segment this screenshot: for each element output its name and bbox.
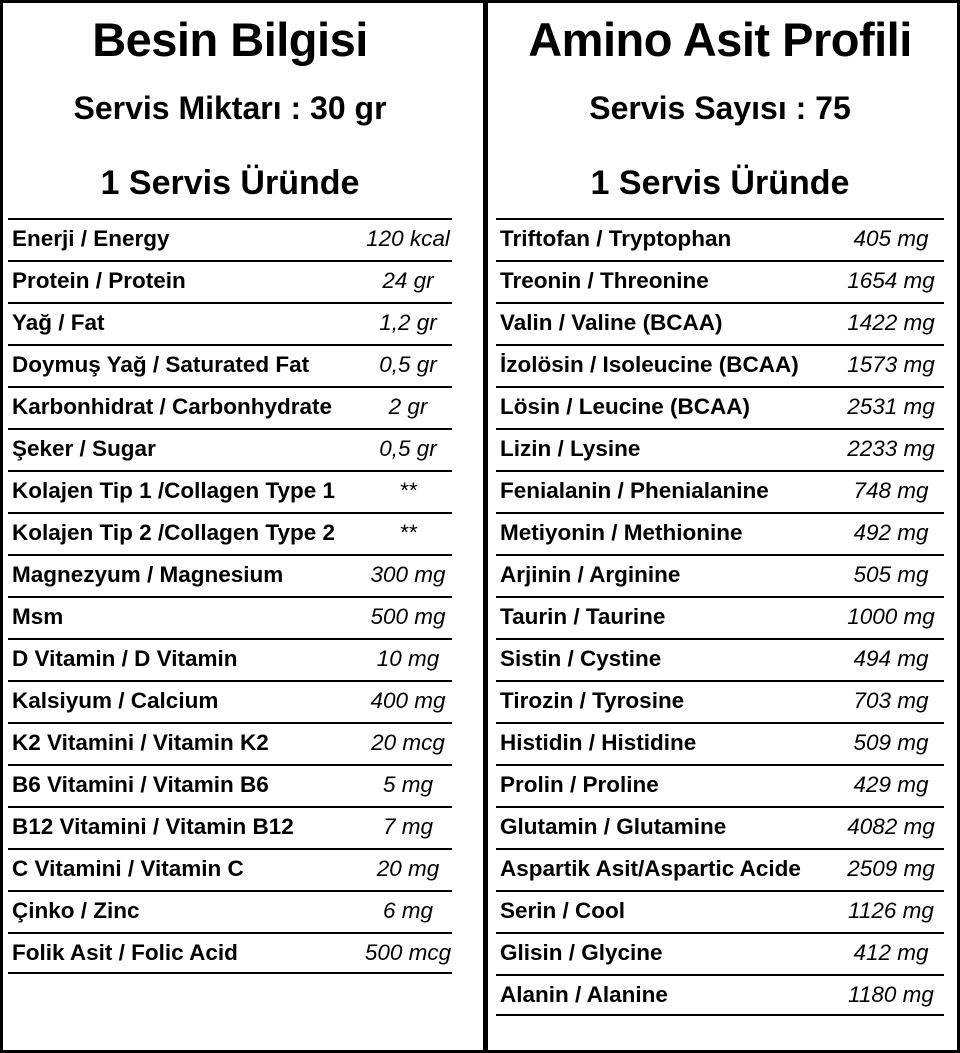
row-label: Fenialanin / Phenialanine: [500, 478, 769, 503]
row-value: 10 mg: [376, 646, 440, 671]
row-label: Magnezyum / Magnesium: [12, 562, 284, 587]
table-row: [496, 386, 944, 428]
row-label: Enerji / Energy: [12, 226, 170, 251]
row-value: 1126 mg: [848, 898, 934, 923]
table-row: [496, 890, 944, 932]
row-value: 6 mg: [382, 898, 434, 923]
row-value: 24 gr: [382, 268, 434, 293]
row-value: 2 gr: [388, 394, 428, 419]
table-row: [8, 890, 452, 932]
row-label: Sistin / Cystine: [500, 646, 662, 671]
table-row: [496, 554, 944, 596]
table-row: [8, 344, 452, 386]
row-value: 2531 mg: [847, 394, 935, 419]
row-value: 494 mg: [853, 646, 929, 671]
row-label: Lösin / Leucine (BCAA): [500, 394, 751, 419]
row-value: 748 mg: [853, 478, 929, 503]
nutrition-table: [8, 218, 452, 974]
table-row: [496, 764, 944, 806]
row-label: Lizin / Lysine: [500, 436, 641, 461]
table-row: [496, 680, 944, 722]
table-row: [496, 974, 944, 1016]
row-label: Kalsiyum / Calcium: [12, 688, 219, 713]
row-label: Doymuş Yağ / Saturated Fat: [12, 352, 310, 377]
row-label: Folik Asit / Folic Acid: [12, 940, 238, 965]
row-label: Taurin / Taurine: [500, 604, 666, 629]
row-label: Histidin / Histidine: [500, 730, 697, 755]
table-row: [8, 764, 452, 806]
row-label: Triftofan / Tryptophan: [500, 226, 732, 251]
table-row: [8, 806, 452, 848]
serving-size: Servis Miktarı : 30 gr: [73, 90, 387, 126]
row-value: 509 mg: [853, 730, 929, 755]
table-row: [8, 932, 452, 974]
row-label: Tirozin / Tyrosine: [500, 688, 685, 713]
row-label: B6 Vitamini / Vitamin B6: [12, 772, 269, 797]
table-row: [496, 428, 944, 470]
row-value: 500 mg: [370, 604, 446, 629]
row-value: **: [399, 520, 417, 545]
table-row: [496, 806, 944, 848]
table-row: [496, 932, 944, 974]
row-value: 300 mg: [370, 562, 446, 587]
table-row: [8, 554, 452, 596]
row-value: 400 mg: [370, 688, 446, 713]
table-row: [496, 848, 944, 890]
row-value: 120 kcal: [366, 226, 450, 251]
row-label: İzolösin / Isoleucine (BCAA): [500, 352, 799, 377]
row-label: Prolin / Proline: [500, 772, 659, 797]
table-row: [8, 638, 452, 680]
per-serving-heading: 1 Servis Üründe: [590, 164, 850, 202]
row-label: K2 Vitamini / Vitamin K2: [12, 730, 269, 755]
table-row: [496, 638, 944, 680]
row-value: 500 mcg: [364, 940, 452, 965]
row-value: 20 mg: [376, 856, 440, 881]
table-row: [8, 386, 452, 428]
row-label: Protein / Protein: [12, 268, 186, 293]
row-value: 492 mg: [853, 520, 929, 545]
table-row: [8, 722, 452, 764]
row-label: Şeker / Sugar: [12, 436, 156, 461]
table-row: [496, 470, 944, 512]
table-row: [8, 428, 452, 470]
table-row: [496, 722, 944, 764]
row-value: 2509 mg: [847, 856, 935, 881]
table-row: [496, 218, 944, 260]
row-value: **: [399, 478, 417, 503]
table-row: [496, 596, 944, 638]
row-label: D Vitamin / D Vitamin: [12, 646, 238, 671]
table-row: [8, 848, 452, 890]
row-label: Kolajen Tip 1 /Collagen Type 1: [12, 478, 335, 503]
row-label: Arjinin / Arginine: [500, 562, 681, 587]
table-row: [8, 260, 452, 302]
row-value: 0,5 gr: [379, 352, 437, 377]
row-value: 2233 mg: [847, 436, 935, 461]
row-label: Metiyonin / Methionine: [500, 520, 743, 545]
row-label: Glutamin / Glutamine: [500, 814, 727, 839]
row-value: 5 mg: [382, 772, 434, 797]
row-value: 429 mg: [853, 772, 929, 797]
row-label: Glisin / Glycine: [500, 940, 663, 965]
table-row: [496, 260, 944, 302]
amino-title: Amino Asit Profili: [528, 13, 912, 66]
table-row: [8, 596, 452, 638]
row-value: 412 mg: [853, 940, 929, 965]
table-row: [8, 470, 452, 512]
row-value: 1,2 gr: [379, 310, 437, 335]
row-label: Valin / Valine (BCAA): [500, 310, 723, 335]
row-label: Çinko / Zinc: [12, 898, 140, 923]
row-label: B12 Vitamini / Vitamin B12: [12, 814, 294, 839]
row-value: 703 mg: [853, 688, 929, 713]
nutrition-title: Besin Bilgisi: [92, 13, 368, 66]
table-row: [496, 344, 944, 386]
servings-count: Servis Sayısı : 75: [589, 90, 851, 126]
row-value: 1422 mg: [847, 310, 935, 335]
row-label: Kolajen Tip 2 /Collagen Type 2: [12, 520, 335, 545]
amino-acid-table: [496, 218, 944, 1016]
table-row: [8, 680, 452, 722]
row-value: 1654 mg: [847, 268, 935, 293]
row-value: 1573 mg: [847, 352, 935, 377]
row-label: C Vitamini / Vitamin C: [12, 856, 244, 881]
row-value: 7 mg: [382, 814, 434, 839]
row-label: Alanin / Alanine: [500, 982, 668, 1007]
row-label: Aspartik Asit/Aspartic Acide: [500, 856, 801, 881]
per-serving-heading: 1 Servis Üründe: [100, 164, 360, 202]
row-label: Msm: [12, 604, 64, 629]
row-label: Yağ / Fat: [12, 310, 105, 335]
row-label: Serin / Cool: [500, 898, 626, 923]
panel-divider: [483, 0, 488, 1053]
row-label: Karbonhidrat / Carbonhydrate: [12, 394, 333, 419]
row-value: 1180 mg: [848, 982, 934, 1007]
row-value: 505 mg: [853, 562, 929, 587]
table-row: [8, 512, 452, 554]
table-row: [496, 302, 944, 344]
table-row: [8, 218, 452, 260]
table-row: [8, 302, 452, 344]
row-value: 405 mg: [853, 226, 929, 251]
row-value: 1000 mg: [847, 604, 935, 629]
row-value: 0,5 gr: [379, 436, 437, 461]
row-label: Treonin / Threonine: [500, 268, 709, 293]
row-value: 4082 mg: [847, 814, 935, 839]
table-row: [496, 512, 944, 554]
row-value: 20 mcg: [371, 730, 445, 755]
